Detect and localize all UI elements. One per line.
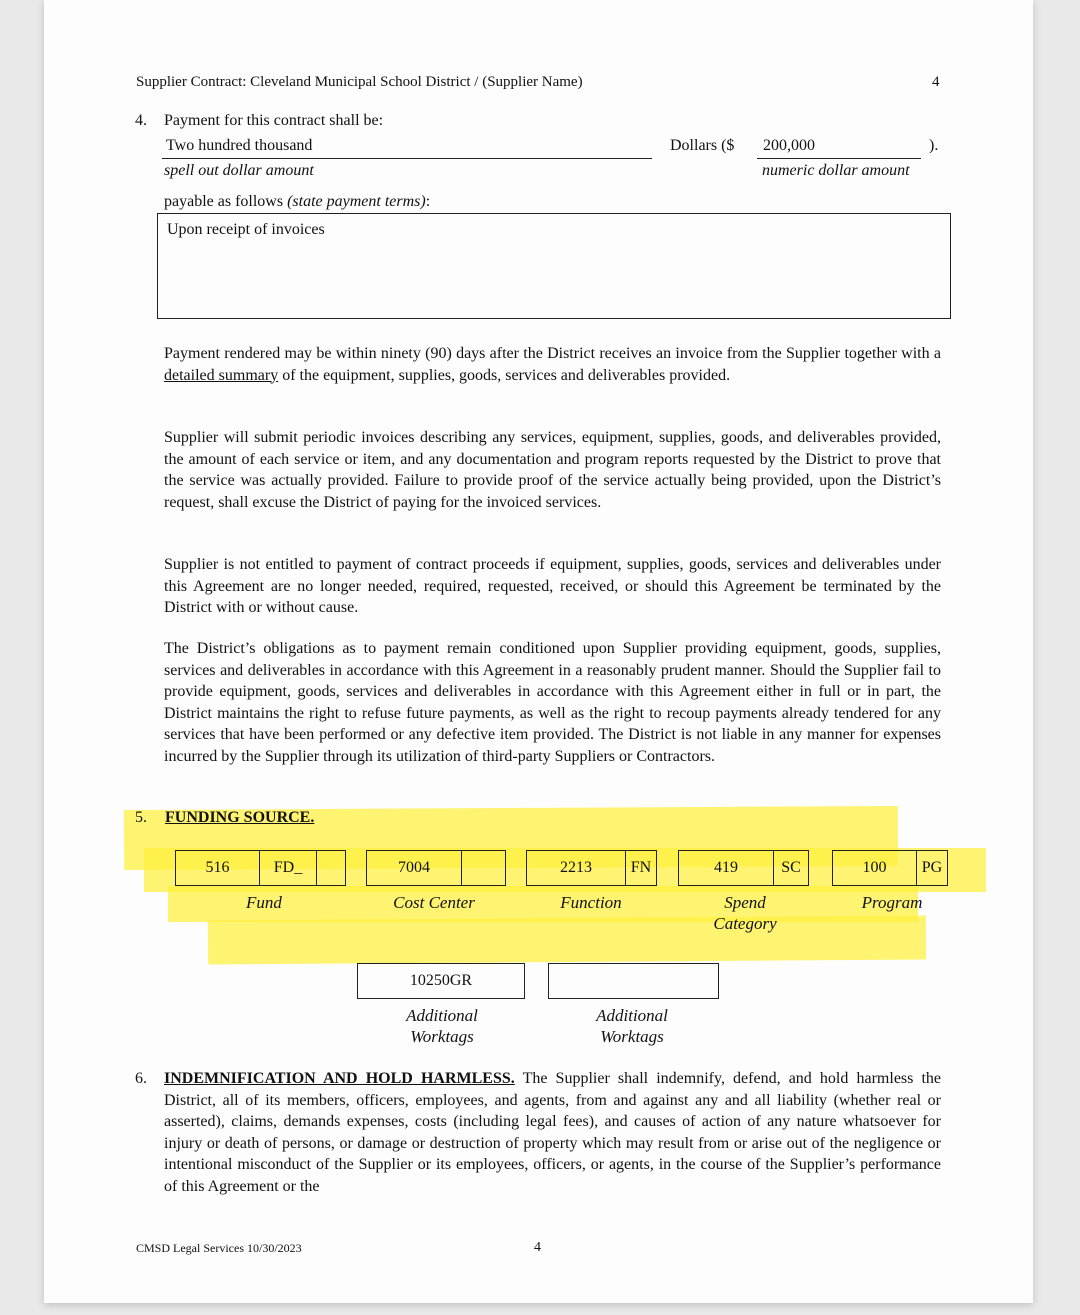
payment-terms-text: Upon receipt of invoices	[167, 221, 325, 238]
cost-center-value-box: 7004	[366, 850, 462, 886]
section-5-number: 5.	[135, 809, 147, 826]
worktag-2-box	[548, 963, 719, 999]
payment-paragraph-4: The District’s obligations as to payment remain conditioned upon Supplier providing equipment, goods, supplies, services and deliverables in accordance with this Agreement in a reasonably prudent manner. Should the Supplier fail to provide equipment, goods, services and deliverables in accordance with this Agreement either in full or in part, the District maintains the right to refuse future payments, as well as the right to recoup payments already tendered for any services that have been performed or any defective item provided. The District is not liable in any manner for expenses incurred by the Supplier through its utilization of third-party Suppliers or Contractors.	[164, 640, 941, 765]
payment-paragraph-2: Supplier will submit periodic invoices describing any services, equipment, supplies, goods, and deliverables provided, the amount of each service or item, and any documentation and program reports requested by the District to prove that the service was actually provided. Failure to provide proof of the service actually being provided, upon the District’s request, shall excuse the District of paying for the invoiced services.	[164, 429, 941, 511]
amount-words-line	[162, 158, 652, 159]
highlight-band-4	[208, 915, 926, 964]
dollars-prefix: Dollars ($	[670, 137, 735, 154]
fund-label: Fund	[246, 893, 282, 912]
amount-numeric: 200,000	[763, 137, 815, 154]
worktag-2-label: Additional Worktags	[596, 1006, 668, 1046]
detailed-summary-text: detailed summary	[164, 366, 279, 384]
section-6-text: INDEMNIFICATION AND HOLD HARMLESS. The Supplier shall indemnify, defend, and hold harmless the District, all of its members, officers, employees, and agents, from and against any and all liability (whether real or asserted), claims, demands expenses, costs (including legal fees), and causes of action of any nature whatsoever for injury or death of persons, or damage or destruction of property which may result from or arise out of the negligence or intentional misconduct of the Supplier or its employees, officers, or agents, in the course of the Supplier’s performance of this Agreement or the	[164, 1070, 942, 1195]
page-header-number: 4	[932, 74, 940, 90]
payable-label: payable as follows (state payment terms):	[164, 193, 431, 210]
section-4-intro: Payment for this contract shall be:	[164, 112, 384, 129]
page-header-title: Supplier Contract: Cleveland Municipal School District / (Supplier Name)	[136, 74, 583, 90]
fund-code-box: FD_	[259, 850, 317, 886]
cost-center-code-box	[461, 850, 506, 886]
worktag-1-box: 10250GR	[357, 963, 525, 999]
payment-paragraph-1: Payment rendered may be within ninety (90) days after the District receives an invoice from the Supplier together with a detailed summary of the equipment, supplies, goods, services and deliverables provided.	[164, 345, 941, 384]
worktag-1-label: Additional Worktags	[406, 1006, 478, 1046]
payment-paragraph-3: Supplier is not entitled to payment of contract proceeds if equipment, supplies, goods, services and deliverables under this Agreement are no longer needed, required, requested, received, or should this Agreement be terminated by the District with or without cause.	[164, 556, 941, 616]
function-value-box: 2213	[526, 850, 626, 886]
program-value-box: 100	[832, 850, 917, 886]
payment-terms-box	[157, 213, 951, 319]
dollars-suffix: ).	[929, 137, 939, 154]
function-label: Function	[560, 893, 622, 912]
footer-text: CMSD Legal Services 10/30/2023	[136, 1241, 302, 1255]
fund-extra-box	[316, 850, 346, 886]
fund-value-box: 516	[175, 850, 260, 886]
program-code-box: PG	[916, 850, 948, 886]
section-5-title: FUNDING SOURCE.	[165, 809, 315, 826]
section-6-number: 6.	[135, 1070, 147, 1087]
document-page	[44, 0, 1033, 1303]
amount-words: Two hundred thousand	[166, 137, 313, 154]
spend-category-value-box: 419	[678, 850, 774, 886]
section-6-title: INDEMNIFICATION AND HOLD HARMLESS.	[164, 1070, 515, 1087]
spend-category-label: Spend Category	[713, 893, 777, 933]
cost-center-label: Cost Center	[393, 893, 475, 912]
program-label: Program	[861, 893, 923, 912]
function-code-box: FN	[625, 850, 657, 886]
amount-numeric-line	[757, 158, 921, 159]
footer-page-number: 4	[534, 1240, 541, 1255]
amount-numeric-caption: numeric dollar amount	[762, 162, 910, 179]
spend-category-code-box: SC	[773, 850, 809, 886]
section-4-number: 4.	[135, 112, 147, 129]
amount-words-caption: spell out dollar amount	[164, 162, 314, 179]
